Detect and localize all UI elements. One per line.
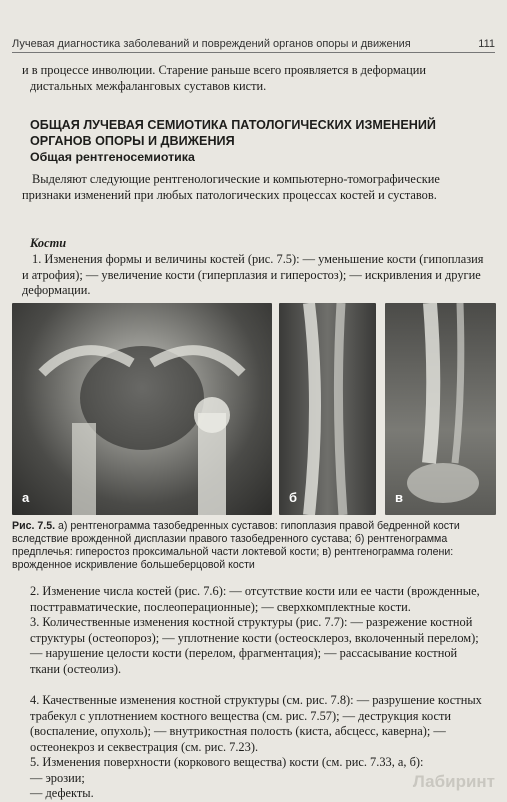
xray-lower-leg: [385, 303, 496, 515]
list-item-3: 3. Количественные изменения костной структуры (рис. 7.7): — разрежение костной структуры (остеопороз); — уплотнение кости (остеосклероз, вколоченный перелом); — нарушение целости кости (перелом, фрагментация); — рассасывание костной ткани (остеолиз).: [30, 615, 479, 676]
section-heading: ОБЩАЯ ЛУЧЕВАЯ СЕМИОТИКА ПАТОЛОГИЧЕСКИХ ИЗМЕНЕНИЙ ОРГАНОВ ОПОРЫ И ДВИЖЕНИЯ: [30, 118, 436, 148]
list-item-5: 5. Изменения поверхности (коркового вещества) кости (см. рис. 7.33, а, б):: [30, 755, 424, 769]
running-head-title: Лучевая диагностика заболеваний и повреждений органов опоры и движения: [12, 38, 411, 50]
figure-caption: [12, 520, 497, 572]
list-item-2: 2. Изменение числа костей (рис. 7.6): — отсутствие кости или ее части (врожденные, посттравматические, послеоперационные); — сверхкомплектные кости.: [30, 584, 480, 614]
intro-line-2: дистальных межфаланговых суставов кисти.: [30, 79, 267, 93]
list-item-4: 4. Качественные изменения костной структуры (см. рис. 7.8): — разрушение костных трабекул с уплотнением костного вещества (см. рис. 7.57); — деструкция кости (воспаление, опухоль); — внутрикостная полость (киста, абсцесс, каверна); — остеонекроз и секвестрация (см. рис. 7.23).: [30, 693, 482, 754]
xray-forearm-image: [279, 303, 376, 515]
watermark: Лабиринт: [412, 772, 495, 791]
list-item-5b: — дефекты.: [30, 786, 94, 800]
xray-hip-image: [12, 303, 272, 515]
page-number: 111: [478, 38, 495, 50]
figure-label-b: б: [289, 490, 298, 505]
caption-text: а) рентгенограмма тазобедренных суставов: гипоплазия правой бедренной кости вследствие врожденной дисплазии правого тазобедренного сустава; б) рентгенограмма предплечья: гиперостоз проксимальной части локтевой кости; в) рентгенограмма голени: врожденное искривление большеберцовой кости: [12, 520, 460, 571]
paragraph: Выделяют следующие рентгенологические и компьютерно-томографические признаки изменений при любых патологических процессах костей и суставов.: [22, 172, 440, 202]
figure-label-a: а: [22, 490, 30, 505]
bones-heading: Кости: [30, 236, 67, 250]
figure-label-v: в: [395, 490, 403, 505]
list-item-1: 1. Изменения формы и величины костей (рис. 7.5): — уменьшение кости (гипоплазия и атрофия); — увеличение кости (гиперплазия и гиперостоз); — искривления и другие деформации.: [22, 252, 484, 297]
xray-lower-leg-image: [385, 303, 496, 515]
subheading: Общая рентгеносемиотика: [30, 150, 195, 164]
list-item-5a: — эрозии;: [30, 771, 85, 785]
intro-line-1: и в процессе инволюции. Старение раньше всего проявляется в деформации: [22, 63, 427, 77]
xray-forearm: [279, 303, 376, 515]
xray-hip-joints: [12, 303, 272, 515]
caption-label: Рис. 7.5.: [12, 520, 56, 532]
running-head: [12, 38, 495, 53]
